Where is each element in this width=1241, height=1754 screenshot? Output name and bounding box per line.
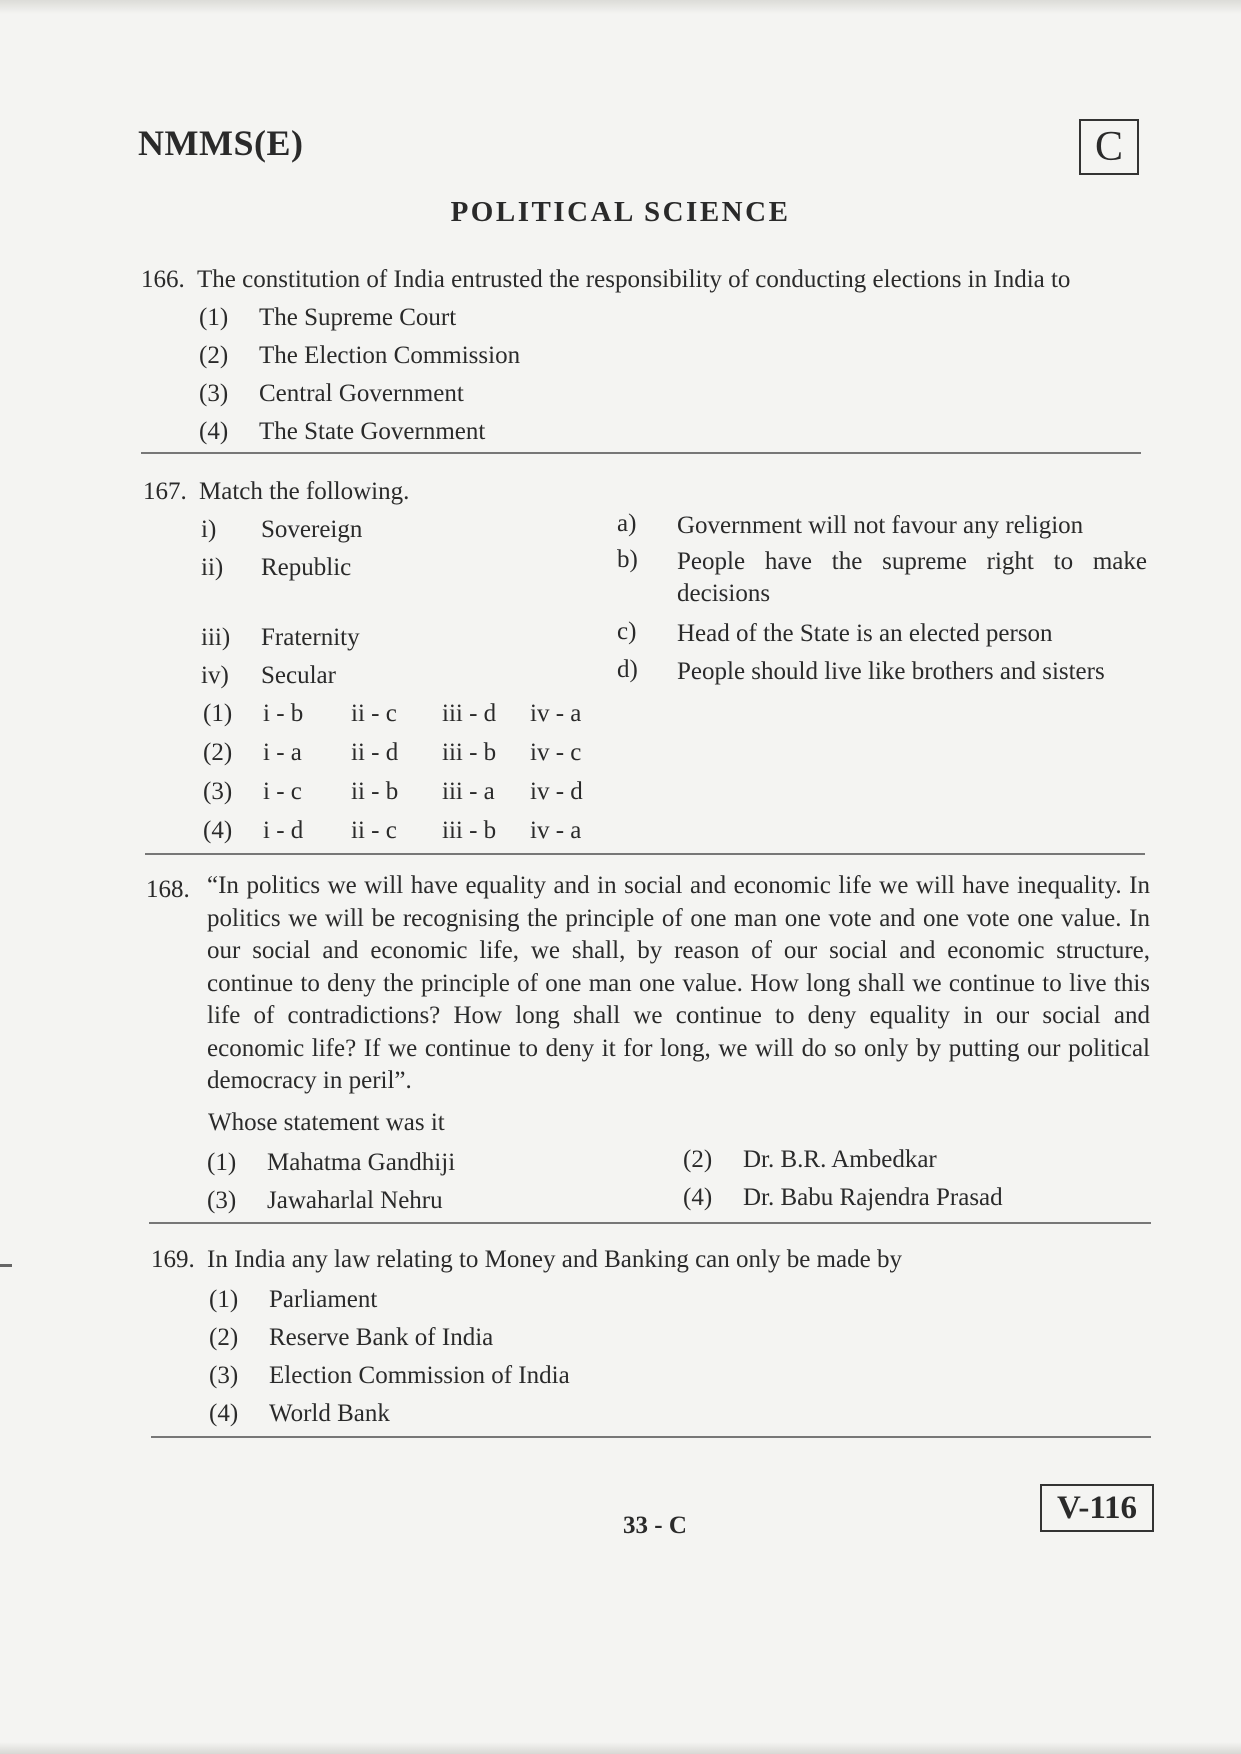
exam-code: NMMS(E) [138,123,304,163]
q169-option-2: (2) Reserve Bank of India [209,1324,494,1351]
scan-edge-top [0,0,1241,14]
footer-code-box: V-116 [1040,1484,1154,1532]
match-left-item: iii) Fraternity [201,624,360,651]
q168-option-3: (3) Jawaharlal Nehru [207,1187,443,1214]
scan-edge-bottom [0,1742,1241,1754]
question-text: In India any law relating to Money and Banking can only be made by [207,1246,902,1273]
question-number: 166. [141,266,185,293]
q166-option-3: (3) Central Government [199,380,464,407]
divider [151,1436,1151,1438]
q166-option-2: (2) The Election Commission [199,342,521,369]
question-167 [143,478,409,506]
question-text: The constitution of India entrusted the responsibility of conducting elections in India to [197,266,1071,293]
divider [149,1222,1151,1224]
match-left-item: i) Sovereign [201,516,363,543]
q168-option-2: (2) Dr. B.R. Ambedkar [683,1146,937,1173]
match-right-item: b) People have the supreme right to make decisions [617,546,1147,607]
match-left-item: ii) Republic [201,554,352,581]
question-168-prompt: Whose statement was it [208,1109,445,1136]
question-number: 167. [143,478,187,505]
q167-option-1: (1) i - b ii - c iii - d iv - a [203,700,582,727]
q167-option-4: (4) i - d ii - c iii - b iv - a [203,817,582,844]
match-right-item: a) Government will not favour any religion [617,510,1084,539]
q168-option-4: (4) Dr. Babu Rajendra Prasad [683,1184,1003,1211]
q166-option-1: (1) The Supreme Court [199,304,457,331]
q169-option-4: (4) World Bank [209,1400,390,1427]
question-166 [141,266,1070,294]
divider [145,853,1145,855]
set-label-box: C [1079,119,1139,175]
section-title: POLITICAL SCIENCE [450,196,791,228]
q166-option-4: (4) The State Government [199,418,486,445]
question-168-number: 168. [146,876,190,903]
match-right-item: c) Head of the State is an elected person [617,618,1053,647]
q167-option-2: (2) i - a ii - d iii - b iv - c [203,739,582,766]
match-right-item: d) People should live like brothers and sisters [617,656,1105,685]
q169-option-3: (3) Election Commission of India [209,1362,570,1389]
q169-option-1: (1) Parliament [209,1286,378,1313]
q168-option-1: (1) Mahatma Gandhiji [207,1149,456,1176]
q167-option-3: (3) i - c ii - b iii - a iv - d [203,778,583,805]
page-number: 33 - C [623,1512,687,1539]
question-number: 169. [151,1246,195,1273]
question-text: Match the following. [199,478,410,505]
scan-mark [0,1264,12,1267]
question-169 [151,1246,902,1274]
divider [141,452,1141,454]
match-left-item: iv) Secular [201,662,336,689]
question-168-quote: “In politics we will have equality and in social and economic life we will have inequality. In politics we will be recognising the principle of one man one vote and one vote one value. In our social and economic life, we shall, by reason of our social and economic structure, continue to deny the principle of one man one value. How long shall we continue to live this life of contradictions? How long shall we continue to deny equality in our social and economic life? If we continue to deny it for long, we will do so only by putting our political democracy in peril”. [207,872,1150,1094]
